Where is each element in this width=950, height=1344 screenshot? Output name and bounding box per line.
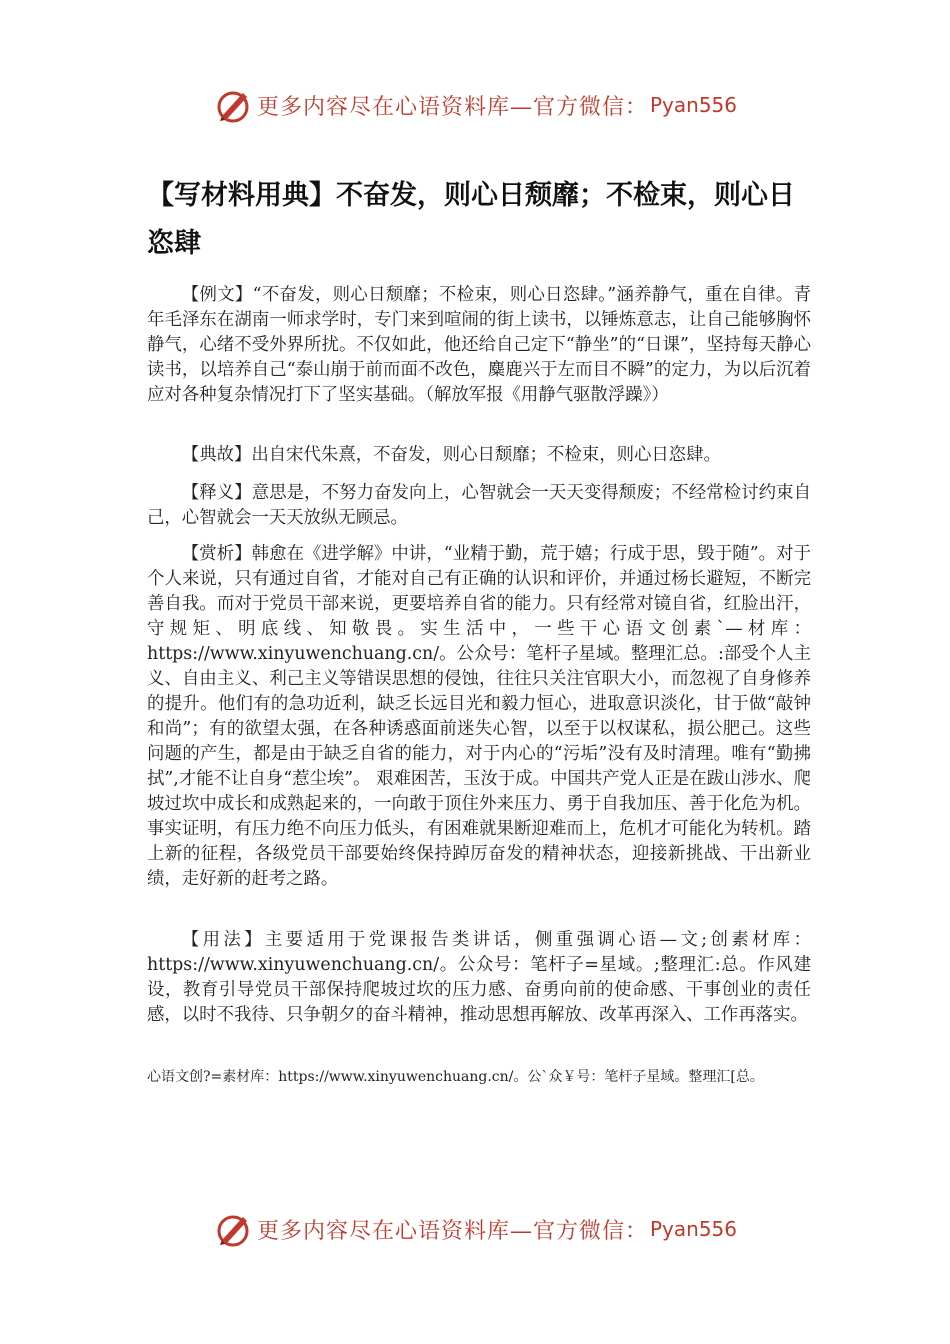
footer-banner bbox=[0, 1204, 950, 1254]
page-title: 【写材料用典】不奋发，则心日颓靡；不检束，则心日恣肆 bbox=[147, 180, 795, 259]
paragraph-text: 出自宋代朱熹，不奋发，则心日颓靡；不检束，则心日恣肆。 bbox=[251, 445, 721, 465]
source-note: 心语文创?=素材库：https://www.xinyuwenchuang.cn/。公`众￥号：笔杆子星域。整理汇[总。 bbox=[147, 1069, 764, 1085]
paragraph-text: 韩愈在《进学解》中讲，“业精于勤，荒于嬉；行成于思，毁于随”。对于个人来说，只有通过自省，才能对自己有正确的认识和评价，并通过杨长避短，不断完善自我。而对于党员干部来说，更要培养自省的能力。只有经常对镜自省，红脸出汗，守规矩、明底线、知敬畏。实生活中，一些干心语文创素`—材库：https://www.xinyuwenchuang.cn/。公众号：笔杆子星域。整理汇总。:部受个人主义、自由主义、利己主义等错误思想的侵蚀，往往只关注官职大小，而忽视了自身修养的提升。他们有的急功近利，缺乏长远目光和毅力恒心，进取意识淡化，甘于做“敲钟和尚”；有的欲望太强，在各种诱惑面前迷失心智，以至于以权谋私，损公肥己。这些问题的产生，都是由于缺乏自省的能力，对于内心的“污垢”没有及时清理。唯有“勤拂拭”,才能不让自身“惹尘埃”。 艰难困苦，玉汝于成。中国共产党人正是在跋山涉水、爬坡过坎中成长和成熟起来的，一向敢于顶住外来压力、勇于自我加压、善于化危为机。事实证明，有压力绝不向压力低头，有困难就果断迎难而上，危机才可能化为转机。踏上新的征程，各级党员干部要始终保持踔厉奋发的精神状态，迎接新挑战、干出新业绩，走好新的赶考之路。 bbox=[147, 544, 811, 889]
banner-wechat-id: Pyan556 bbox=[650, 93, 738, 117]
pen-logo-icon bbox=[213, 1209, 253, 1249]
pen-logo-icon bbox=[213, 85, 253, 125]
paragraph-text: “不奋发，则心日颓靡；不检束，则心日恣肆。”涵养静气，重在自律。青年毛泽东在湖南一师求学时，专门来到喧闹的街上读书，以锤炼意志，让自己能够胸怀静气，心绪不受外界所扰。不仅如此，他还给自己定下“静坐”的“日课”，坚持每天静心读书，以培养自己“泰山崩于前而面不改色，麋鹿兴于左而目不瞬”的定力，为以后沉着应对各种复杂情况打下了坚实基础。（解放军报《用静气驱散浮躁》） bbox=[147, 285, 811, 405]
header-banner bbox=[0, 80, 950, 130]
paragraph-appreciation bbox=[147, 542, 811, 892]
paragraph-allusion bbox=[147, 443, 811, 468]
banner-text: 更多内容尽在心语资料库—官方微信： bbox=[256, 94, 648, 120]
banner-text: 更多内容尽在心语资料库—官方微信： bbox=[256, 1218, 648, 1244]
paragraph-tag: 【释义】 bbox=[181, 483, 252, 503]
paragraph-usage bbox=[147, 928, 811, 1028]
paragraph-tag: 【赏析】 bbox=[181, 544, 252, 564]
paragraph-text: 意思是，不努力奋发向上，心智就会一天天变得颓废；不经常检讨约束自己，心智就会一天天放纵无顾忌。 bbox=[147, 483, 811, 528]
banner-wechat-id: Pyan556 bbox=[650, 1217, 738, 1241]
paragraph-example bbox=[147, 283, 811, 408]
paragraph-meaning bbox=[147, 481, 811, 531]
paragraph-tag: 【例文】 bbox=[181, 285, 253, 305]
paragraph-tag: 【典故】 bbox=[181, 445, 252, 465]
paragraph-text: 主要适用于党课报告类讲话，侧重强调心语—文;创素材库：https://www.xinyuwenchuang.cn/。公众号：笔杆子=星域。;整理汇:总。作风建设，教育引导党员干部保持爬坡过坎的压力感、奋勇向前的使命感、干事创业的责任感，以时不我待、只争朝夕的奋斗精神，推动思想再解放、改革再深入、工作再落实。 bbox=[147, 930, 811, 1025]
paragraph-tag: 【用法】 bbox=[181, 930, 265, 950]
